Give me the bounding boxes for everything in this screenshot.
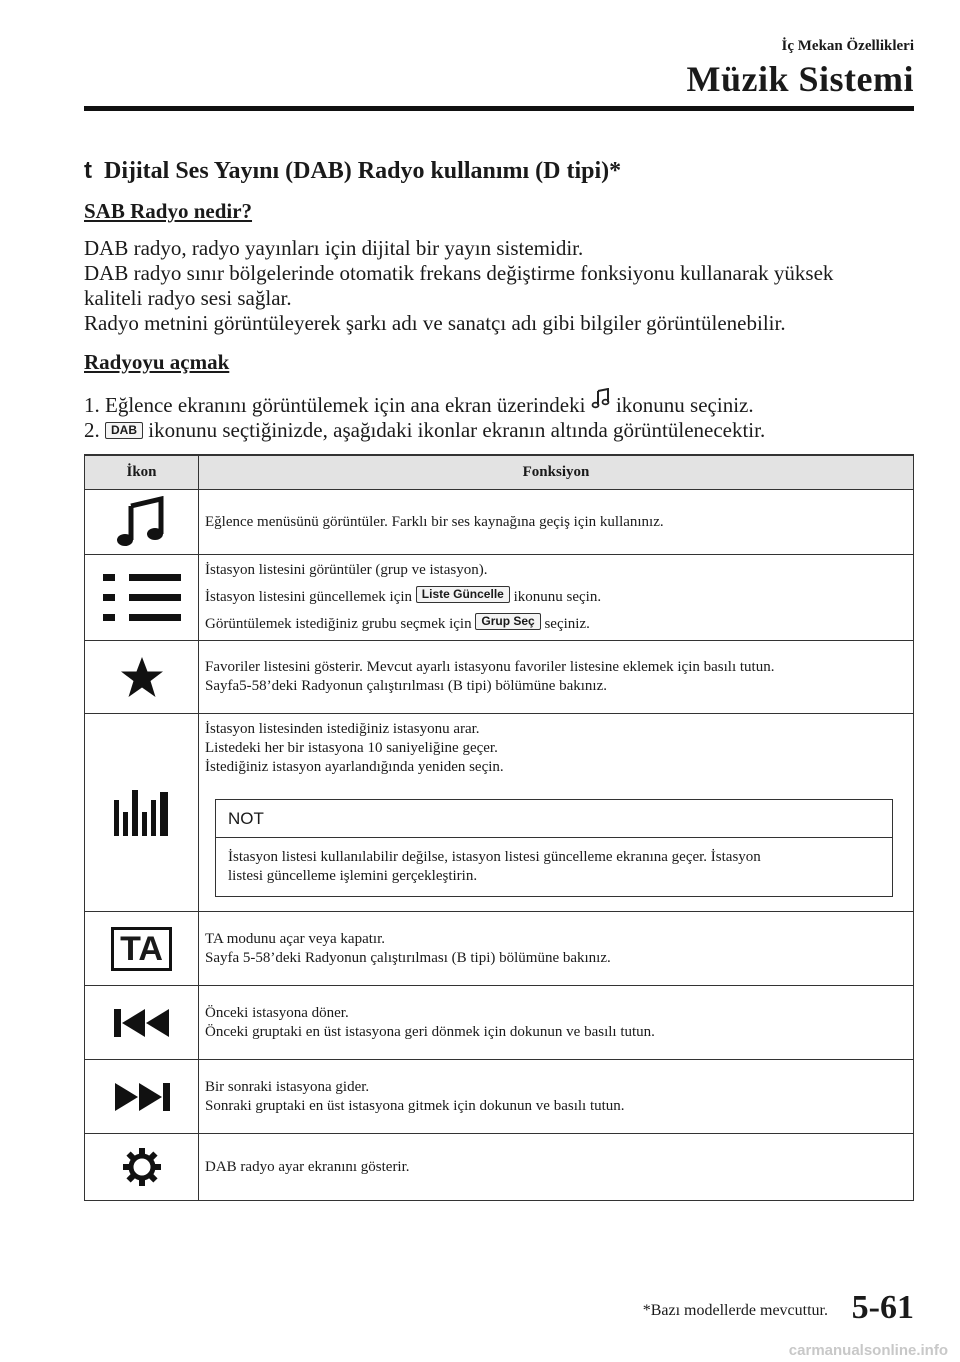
note-title: NOT bbox=[216, 800, 892, 838]
function-text-part: Görüntülemek istediğiniz grubu seçmek için bbox=[205, 616, 472, 632]
liste-guncelle-key-icon: Liste Güncelle bbox=[416, 586, 510, 603]
sab-line: DAB radyo, radyo yayınları için dijital bir yayın sistemidir. bbox=[84, 236, 584, 260]
open-radio-steps bbox=[84, 388, 914, 443]
sab-line: kaliteli radyo sesi sağlar. bbox=[84, 286, 292, 310]
music-note-icon bbox=[86, 496, 197, 548]
footnote: *Bazı modellerde mevcuttur. bbox=[642, 1302, 828, 1319]
function-text: Bir sonraki istasyona gider. bbox=[205, 1078, 370, 1095]
function-text: İstasyon listesinden istediğiniz istasyonu arar. bbox=[205, 721, 480, 737]
sab-heading: SAB Radyo nedir? bbox=[84, 199, 253, 223]
section-bullet: t bbox=[84, 157, 92, 184]
grup-sec-key-icon: Grup Seç bbox=[475, 613, 540, 630]
note-box bbox=[215, 799, 893, 897]
step-1 bbox=[84, 388, 914, 418]
ta-icon: TA bbox=[111, 927, 172, 971]
step-2-text: ikonunu seçtiğinizde, aşağıdaki ikonlar ekranın altında görüntülenecektir. bbox=[148, 418, 766, 442]
table-row bbox=[85, 555, 914, 641]
step-2 bbox=[84, 418, 914, 443]
page-title: Müzik Sistemi bbox=[686, 59, 914, 99]
col-function-header: Fonksiyon bbox=[199, 455, 914, 490]
table-row bbox=[85, 986, 914, 1060]
table-row bbox=[85, 641, 914, 714]
function-text: TA modunu açar veya kapatır. bbox=[205, 930, 385, 947]
table-row bbox=[85, 1134, 914, 1201]
star-icon bbox=[86, 656, 197, 698]
function-text-part: İstasyon listesini güncellemek için bbox=[205, 589, 413, 605]
skip-back-icon bbox=[86, 1007, 197, 1039]
section-title-text: Dijital Ses Yayını (DAB) Radyo kullanımı (D tipi)* bbox=[104, 158, 622, 184]
step-1-text-end: ikonunu seçiniz. bbox=[615, 393, 754, 417]
list-icon bbox=[86, 572, 197, 624]
note-body bbox=[216, 838, 892, 896]
table-row bbox=[85, 714, 914, 912]
page-number: 5-61 bbox=[851, 1289, 914, 1326]
function-text-part: seçiniz. bbox=[544, 616, 590, 632]
function-text bbox=[205, 586, 907, 607]
open-radio-heading: Radyoyu açmak bbox=[84, 350, 230, 374]
col-icon-header: İkon bbox=[85, 455, 199, 490]
function-text: Önceki gruptaki en üst istasyona geri dönmek için dokunun ve basılı tutun. bbox=[205, 1023, 655, 1040]
sab-line: DAB radyo sınır bölgelerinde otomatik frekans değiştirme fonksiyonu kullanarak yüksek bbox=[84, 261, 834, 285]
header-section: İç Mekan Özellikleri bbox=[781, 38, 914, 54]
function-text: Önceki istasyona döner. bbox=[205, 1004, 349, 1021]
function-text bbox=[205, 613, 907, 634]
function-text: Sayfa 5-58’deki Radyonun çalıştırılması (B tipi) bölümüne bakınız. bbox=[205, 949, 611, 966]
watermark: carmanualsonline.info bbox=[788, 1342, 948, 1359]
function-text: Eğlence menüsünü görüntüler. Farklı bir ses kaynağına geçiş için kullanınız. bbox=[205, 513, 664, 530]
table-row bbox=[85, 1060, 914, 1134]
note-text: listesi güncelleme işlemini gerçekleştirin. bbox=[228, 868, 478, 884]
table-row bbox=[85, 912, 914, 986]
note-text: İstasyon listesi kullanılabilir değilse, istasyon listesi güncelleme ekranına geçer. İstasyon bbox=[228, 849, 761, 865]
function-text: Sonraki gruptaki en üst istasyona gitmek için dokunun ve basılı tutun. bbox=[205, 1097, 625, 1114]
scan-icon bbox=[86, 788, 197, 838]
table-row bbox=[85, 490, 914, 555]
function-text-part: ikonunu seçin. bbox=[513, 589, 602, 605]
gear-icon bbox=[86, 1147, 197, 1187]
function-text: Favoriler listesini gösterir. Mevcut ayarlı istasyonu favoriler listesine eklemek için basılı tutun. bbox=[205, 659, 775, 675]
step-1-text: 1. Eğlence ekranını görüntülemek için ana ekran üzerindeki bbox=[84, 393, 586, 417]
function-text: Sayfa5-58’deki Radyonun çalıştırılması (B tipi) bölümüne bakınız. bbox=[205, 678, 608, 694]
sab-line: Radyo metnini görüntüleyerek şarkı adı ve sanatçı adı gibi bilgiler görüntülenebilir. bbox=[84, 311, 786, 335]
icon-function-table bbox=[84, 454, 914, 1201]
function-text: DAB radyo ayar ekranını gösterir. bbox=[205, 1158, 410, 1175]
skip-forward-icon bbox=[86, 1081, 197, 1113]
section-title bbox=[84, 157, 621, 185]
dab-key-icon: DAB bbox=[105, 422, 143, 439]
function-text: İstediğiniz istasyon ayarlandığında yeniden seçin. bbox=[205, 759, 504, 775]
function-text: Listedeki her bir istasyona 10 saniyeliğine geçer. bbox=[205, 740, 498, 756]
function-text: İstasyon listesini görüntüler (grup ve istasyon). bbox=[205, 562, 488, 578]
table-header-row bbox=[85, 455, 914, 490]
step-2-number: 2. bbox=[84, 418, 100, 442]
sab-paragraph bbox=[84, 236, 914, 336]
header-divider bbox=[84, 106, 914, 111]
music-note-icon bbox=[591, 393, 616, 417]
